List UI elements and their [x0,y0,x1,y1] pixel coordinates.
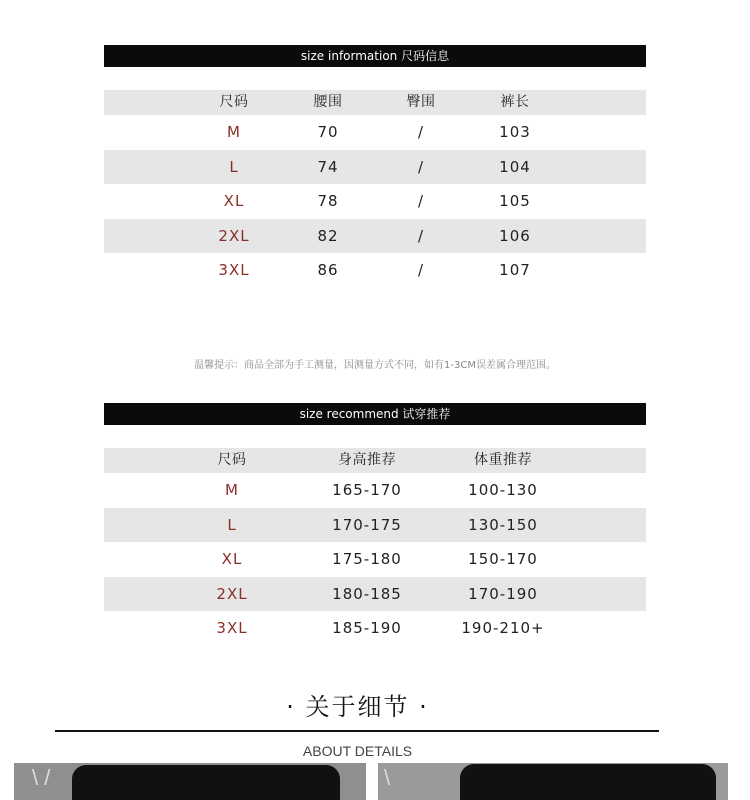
column-header: 身高推荐 [338,452,396,468]
height-cell: 180-185 [332,584,402,603]
column-header: 体重推荐 [474,452,532,468]
measurement-note: 温馨提示：商品全部为手工测量，因测量方式不同，如有1-3CM误差属合理范围。 [194,360,556,371]
wall-decor-icon: \ / [32,765,51,790]
garment-image [460,764,716,800]
table-row [104,473,646,508]
hip-cell: / [417,123,425,141]
height-cell: 170-175 [332,515,402,534]
length-cell: 106 [499,226,531,245]
height-cell: 175-180 [332,550,402,568]
height-cell: 165-170 [332,481,402,499]
height-cell: 185-190 [332,619,402,637]
length-cell: 103 [499,123,531,141]
table-row [104,253,646,288]
size-cell: M [225,481,239,499]
weight-cell: 170-190 [468,584,538,603]
waist-cell: 70 [317,123,339,141]
table-row [104,184,646,219]
column-header: 尺码 [219,94,249,110]
table-row [104,150,646,185]
weight-cell: 100-130 [468,481,538,499]
table-row [104,115,646,150]
table-row [104,219,646,254]
length-cell: 107 [499,261,531,279]
about-details-subtitle: ABOUT DETAILS [302,743,413,759]
column-header: 尺码 [217,452,247,468]
weight-cell: 150-170 [468,550,538,568]
table-header-row [104,448,646,473]
hip-cell: / [417,226,425,245]
table-row [104,611,646,646]
hip-cell: / [417,157,425,176]
size-information-table [104,90,646,288]
length-cell: 105 [499,192,531,210]
column-header: 裤长 [500,94,530,110]
weight-cell: 130-150 [468,515,538,534]
size-information-banner: size information 尺码信息 [104,45,646,67]
divider [55,730,659,732]
detail-photo-left [14,763,366,800]
weight-cell: 190-210+ [461,619,545,637]
column-header: 腰围 [313,94,343,110]
waist-cell: 78 [317,192,339,210]
size-cell: XL [223,192,245,210]
about-details-title: · 关于细节 · [286,693,429,721]
detail-photo-right [378,763,728,800]
length-cell: 104 [499,157,531,176]
size-cell: XL [221,550,243,568]
size-cell: 3XL [216,619,248,637]
waist-cell: 82 [317,226,339,245]
size-cell: L [229,157,239,176]
size-cell: 3XL [218,261,250,279]
size-recommend-banner: size recommend 试穿推荐 [104,403,646,425]
waist-cell: 86 [317,261,339,279]
size-cell: L [227,515,237,534]
hip-cell: / [417,261,425,279]
size-recommend-table [104,448,646,646]
size-cell: 2XL [218,226,250,245]
hip-cell: / [417,192,425,210]
table-row [104,508,646,543]
size-cell: 2XL [216,584,248,603]
size-cell: M [227,123,241,141]
waist-cell: 74 [317,157,339,176]
garment-image [72,765,340,800]
table-row [104,577,646,612]
wall-decor-icon: \ [384,765,391,790]
table-header-row [104,90,646,115]
column-header: 臀围 [406,94,436,110]
table-row [104,542,646,577]
